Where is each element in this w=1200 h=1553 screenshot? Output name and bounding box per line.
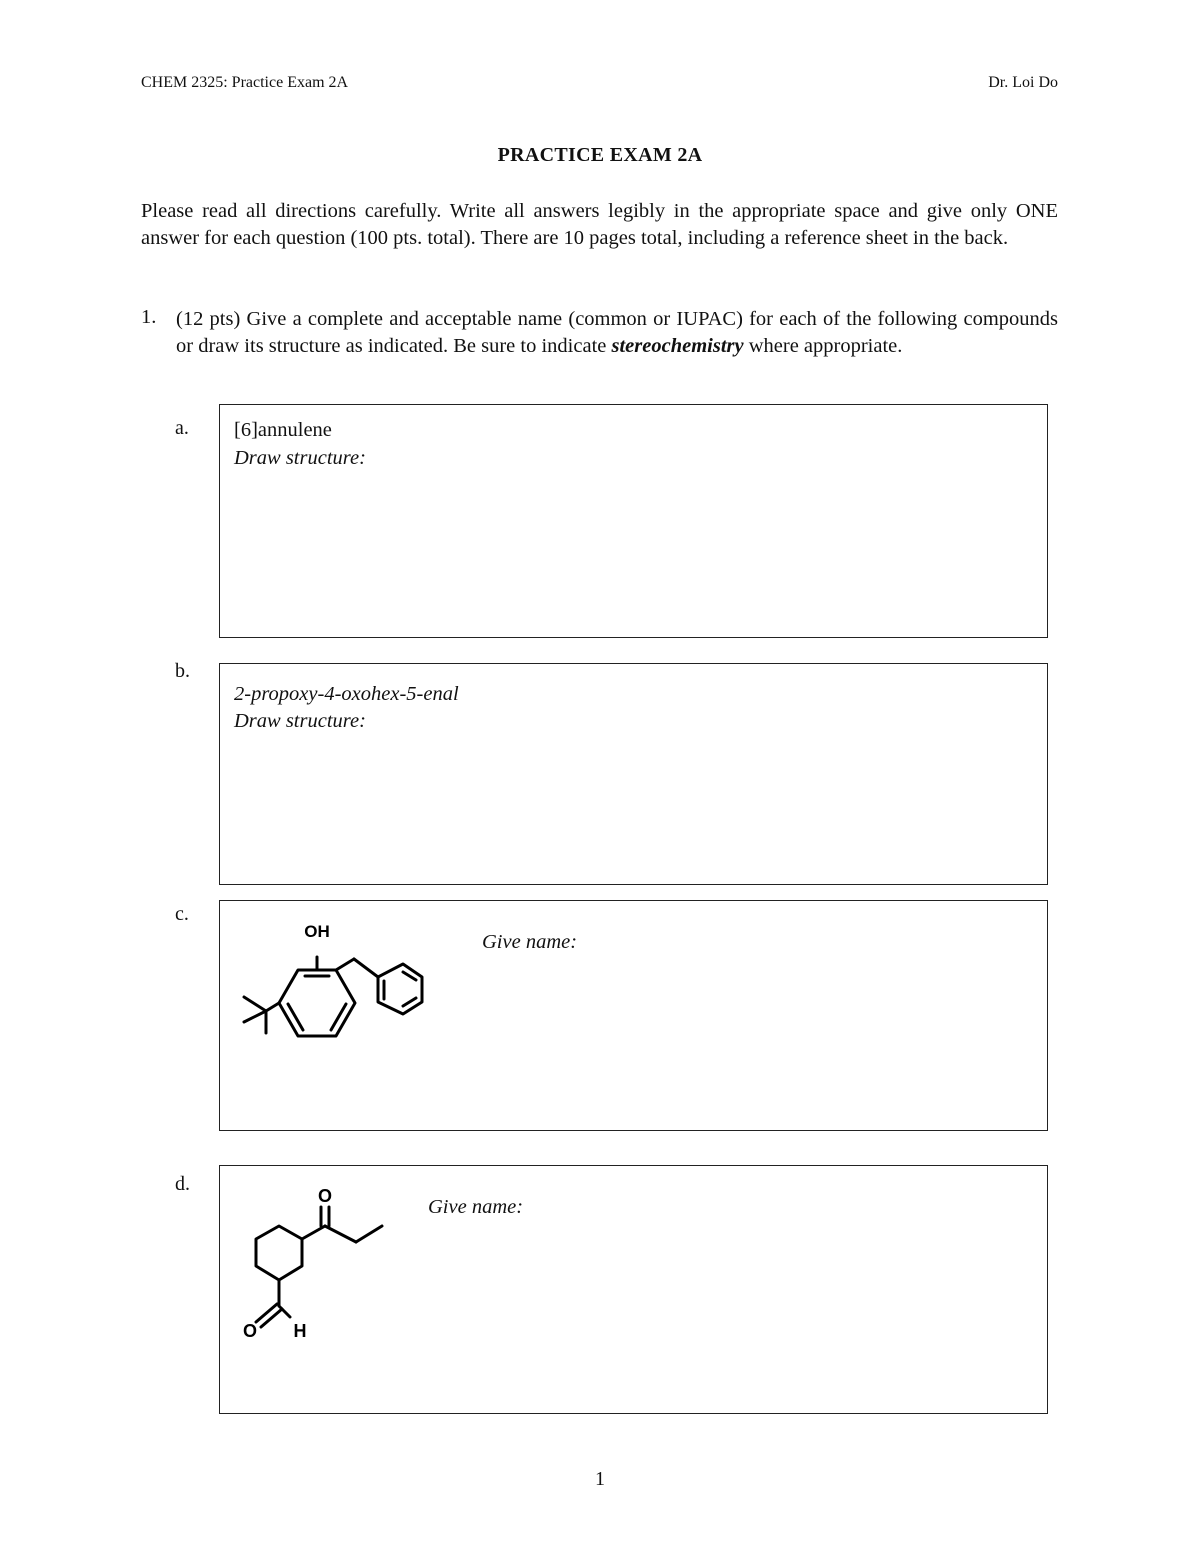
part-d-aldehyde-double-bond [261, 1309, 282, 1327]
part-b-compound: 2-propoxy-4-oxohex-5-enal [234, 683, 459, 705]
question-number: 1. [141, 306, 157, 328]
part-c-ch2-bond [336, 959, 354, 970]
page-title: PRACTICE EXAM 2A [497, 144, 703, 166]
part-b-prompt: Draw structure: [234, 710, 366, 732]
part-c-tbutyl-bond [244, 1011, 266, 1022]
part-d-ketone-o-label: O [317, 1186, 333, 1206]
part-b-answer-box[interactable] [219, 663, 1048, 885]
part-a-prompt: Draw structure: [234, 447, 366, 469]
instructions: Please read all directions carefully. Write all answers legibly in the appropriate space and give only ONE answer for each question (100 pts. total). There are 10 pages total, including a reference sheet in the back. [141, 200, 1058, 249]
part-d-ethyl-bond [356, 1226, 382, 1242]
header-course: CHEM 2325: Practice Exam 2A [141, 74, 349, 91]
page-number: 1 [595, 1468, 605, 1490]
question-text-start: (12 pts) Give a complete and acceptable name (common or IUPAC) for each of the following compounds or draw its structure as indicated. Be sure to indicate [176, 308, 1058, 357]
part-d-prompt: Give name: [428, 1196, 524, 1218]
part-c-prompt: Give name: [482, 931, 578, 953]
part-c-tbutyl-bond [266, 1003, 279, 1011]
part-a-label: a. [175, 417, 189, 439]
question-text-end: where appropriate. [743, 335, 903, 357]
question-emphasis: stereochemistry [611, 335, 744, 357]
part-c-ch2-bond [354, 959, 378, 977]
part-c-ring-double-bond [403, 998, 416, 1006]
part-c-answer-box[interactable] [219, 900, 1048, 1131]
part-c-ring-double-bond [331, 1004, 346, 1030]
part-d-acyl-bond [302, 1226, 325, 1239]
part-c-ring-double-bond [288, 1004, 303, 1030]
part-c-tbutyl-bond [244, 997, 266, 1011]
header-instructor: Dr. Loi Do [988, 74, 1058, 91]
part-c-label: c. [175, 903, 189, 925]
part-c-oh-label: OH [304, 922, 330, 941]
part-a-answer-box[interactable] [219, 404, 1048, 638]
part-d-answer-box[interactable] [219, 1165, 1048, 1414]
part-d-aldehyde-o-label: O [242, 1321, 258, 1341]
part-b-label: b. [175, 660, 190, 682]
part-d-aldehyde-h-label: H [293, 1321, 307, 1341]
part-d-aldehyde-double-bond [256, 1304, 277, 1322]
part-c-phenol-ring [279, 970, 355, 1036]
question-text [176, 306, 1058, 360]
part-c-structure [220, 901, 520, 1061]
part-d-cyclohexane-ring [256, 1226, 302, 1280]
part-d-ethyl-bond [325, 1226, 356, 1242]
part-a-compound: [6]annulene [234, 419, 332, 441]
part-d-label: d. [175, 1173, 190, 1195]
